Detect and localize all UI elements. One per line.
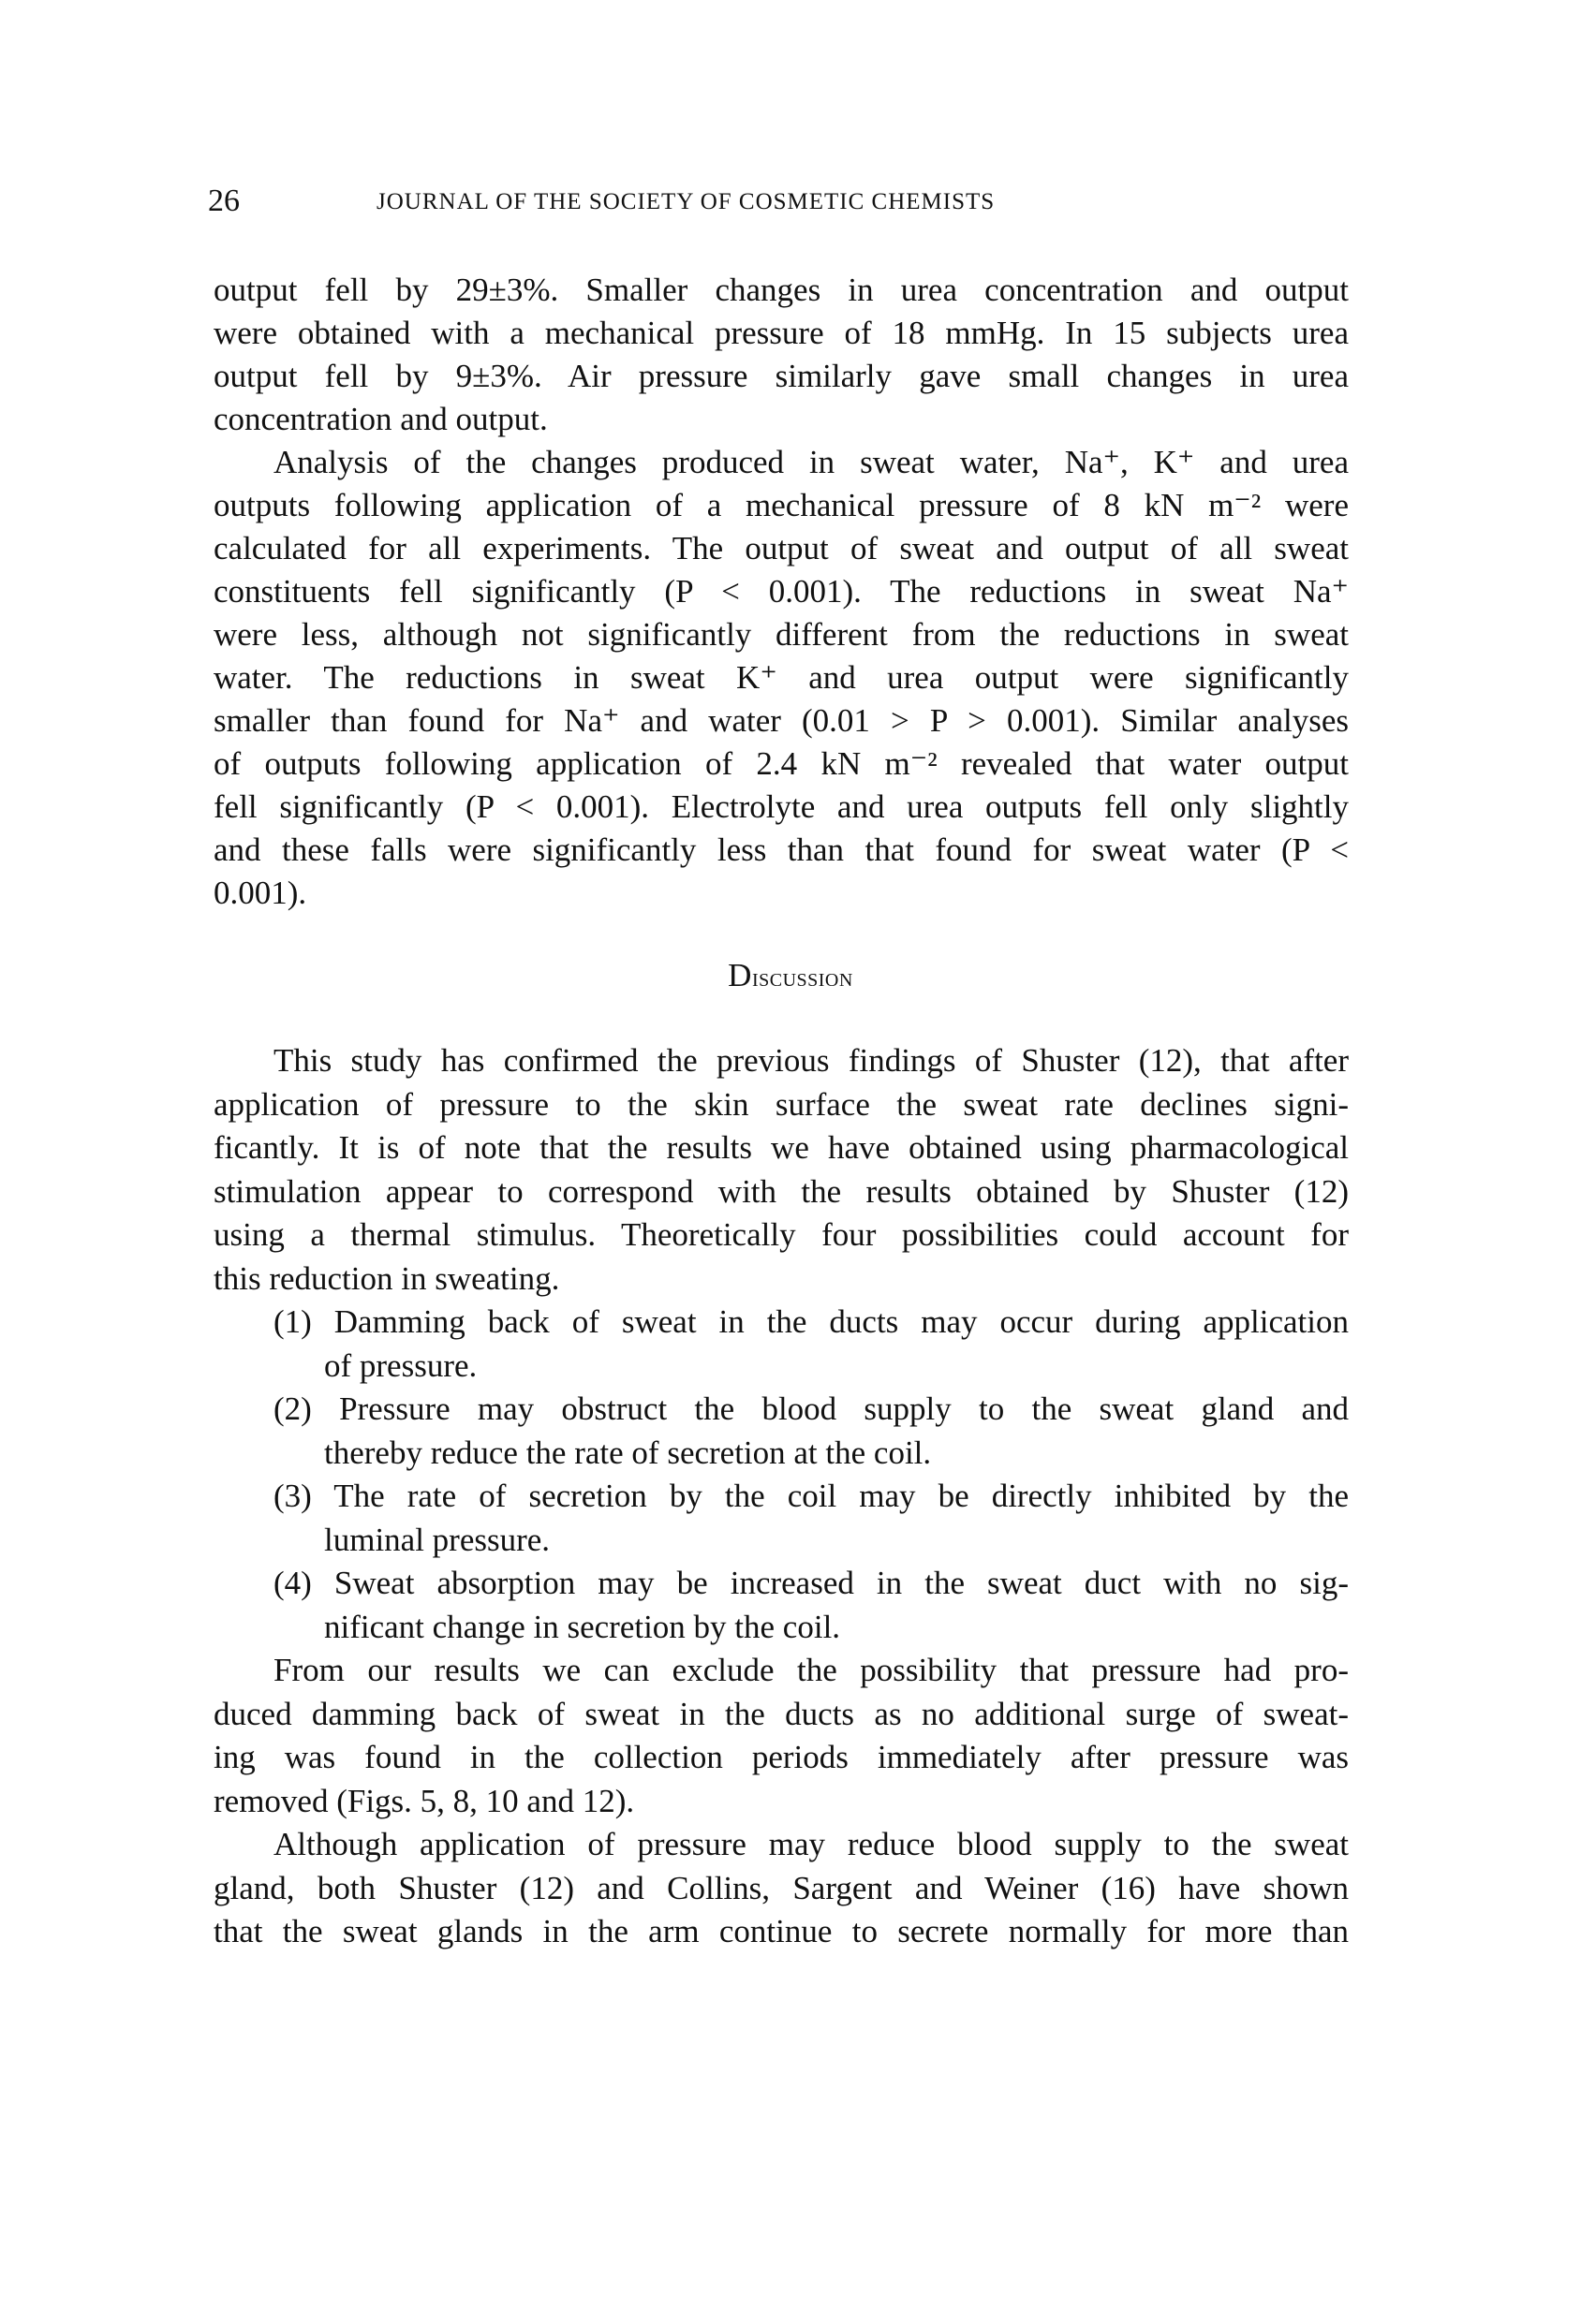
text-line: of pressure. xyxy=(324,1346,478,1384)
running-header xyxy=(208,184,1351,225)
text-line: duced damming back of sweat in the ducts as no additional surge of sweat- xyxy=(214,1695,1349,1732)
text-line: and these falls were significantly less than that found for sweat water (P < xyxy=(214,831,1349,868)
text-line: smaller than found for Na⁺ and water (0.01 > P > 0.001). Similar analyses xyxy=(214,702,1349,739)
text-line: (3) The rate of secretion by the coil may be directly inhibited by the xyxy=(273,1478,1349,1514)
section-heading-discussion: Discussion xyxy=(728,957,853,993)
text-line: removed (Figs. 5, 8, 10 and 12). xyxy=(214,1782,635,1819)
text-line: ficantly. It is of note that the results we have obtained using pharmacological xyxy=(214,1129,1349,1166)
text-line: were obtained with a mechanical pressure of 18 mmHg. In 15 subjects urea xyxy=(214,315,1349,351)
journal-title: JOURNAL OF THE SOCIETY OF COSMETIC CHEMISTS xyxy=(377,189,996,214)
text-line: were less, although not significantly different from the reductions in sweat xyxy=(214,616,1349,653)
text-line: gland, both Shuster (12) and Collins, Sargent and Weiner (16) have shown xyxy=(214,1869,1349,1906)
text-line: constituents fell significantly (P < 0.001). The reductions in sweat Na⁺ xyxy=(214,573,1349,610)
text-line: that the sweat glands in the arm continue to secrete normally for more than xyxy=(214,1913,1349,1949)
text-line: thereby reduce the rate of secretion at the coil. xyxy=(324,1434,932,1471)
page-number: 26 xyxy=(208,184,240,218)
text-line: (2) Pressure may obstruct the blood supply to the sweat gland and xyxy=(273,1390,1349,1427)
text-line: fell significantly (P < 0.001). Electrolyte and urea outputs fell only slightly xyxy=(214,788,1349,825)
text-line: 0.001). xyxy=(214,875,307,911)
text-line: output fell by 29±3%. Smaller changes in urea concentration and output xyxy=(214,272,1349,308)
text-line: outputs following application of a mechanical pressure of 8 kN m⁻² were xyxy=(214,487,1349,523)
text-line: output fell by 9±3%. Air pressure similarly gave small changes in urea xyxy=(214,358,1349,394)
results-text xyxy=(214,269,1349,915)
text-line: This study has confirmed the previous findings of Shuster (12), that after xyxy=(273,1042,1349,1079)
text-line: luminal pressure. xyxy=(324,1521,551,1558)
text-line: this reduction in sweating. xyxy=(214,1259,560,1297)
discussion-text xyxy=(214,1039,1349,1954)
text-line: water. The reductions in sweat K⁺ and urea output were significantly xyxy=(214,659,1349,696)
text-line: nificant change in secretion by the coil. xyxy=(324,1608,841,1645)
text-line: application of pressure to the skin surface the sweat rate declines signi- xyxy=(214,1085,1349,1123)
text-line: From our results we can exclude the possibility that pressure had pro- xyxy=(273,1652,1349,1688)
text-line: using a thermal stimulus. Theoretically four possibilities could account for xyxy=(214,1216,1349,1253)
text-line: Analysis of the changes produced in sweat water, Na⁺, K⁺ and urea xyxy=(273,444,1349,480)
text-line: Although application of pressure may reduce blood supply to the sweat xyxy=(273,1826,1349,1862)
text-line: of outputs following application of 2.4 kN m⁻² revealed that water output xyxy=(214,745,1349,782)
text-line: (4) Sweat absorption may be increased in the sweat duct with no sig- xyxy=(273,1565,1349,1601)
text-line: calculated for all experiments. The output of sweat and output of all sweat xyxy=(214,530,1349,566)
text-line: concentration and output. xyxy=(214,401,548,437)
text-line: stimulation appear to correspond with the results obtained by Shuster (12) xyxy=(214,1172,1349,1210)
text-line: ing was found in the collection periods immediately after pressure was xyxy=(214,1739,1349,1775)
text-line: (1) Damming back of sweat in the ducts may occur during application xyxy=(273,1303,1349,1340)
